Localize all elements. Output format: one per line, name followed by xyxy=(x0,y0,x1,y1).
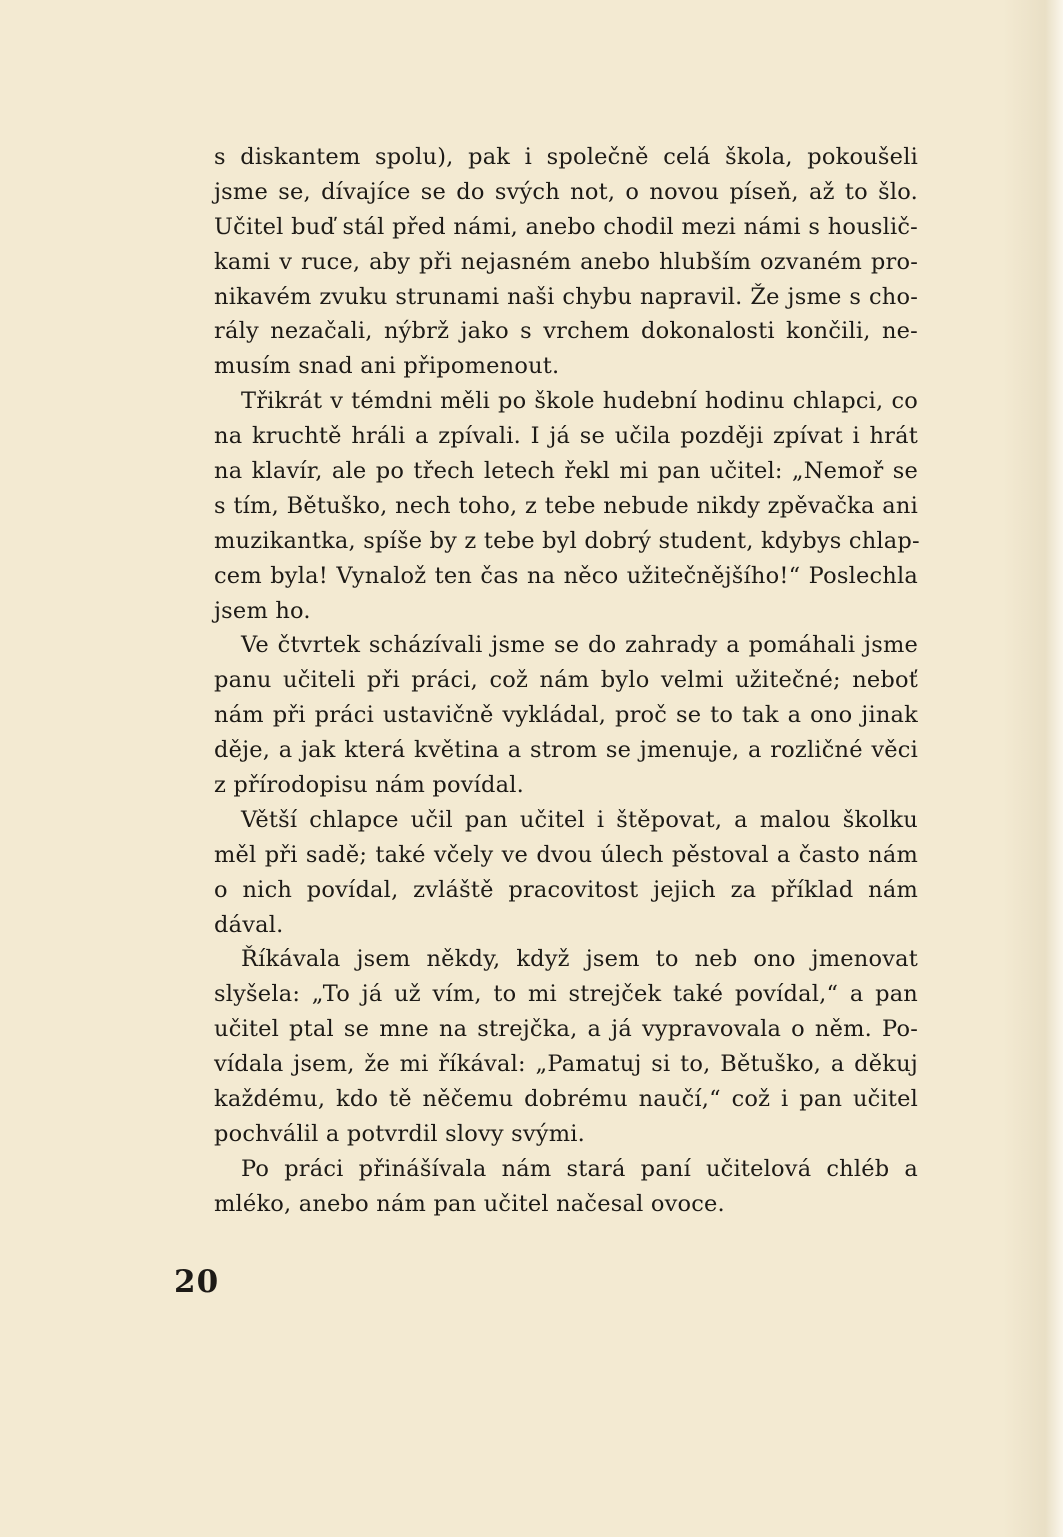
text-line: učitel ptal se mne na strejčka, a já vypravovala o něm. Po- xyxy=(214,1016,918,1043)
text-line: kami v ruce, aby při nejasném anebo hlubším ozvaném pro- xyxy=(214,248,918,275)
text-line: Třikrát v témdni měli po škole hudební hodinu chlapci, co xyxy=(241,388,918,415)
text-line: jsme se, dívajíce se do svých not, o novou píseň, až to šlo. xyxy=(214,178,918,205)
text-line: pochválil a potvrdil slovy svými. xyxy=(214,1120,585,1147)
text-line: cem byla! Vynalož ten čas na něco užitečnějšího!“ Poslechla xyxy=(214,562,918,589)
text-line: mléko, anebo nám pan učitel načesal ovoce. xyxy=(214,1190,725,1217)
text-line: Učitel buď stál před námi, anebo chodil mezi námi s houslič- xyxy=(214,213,918,240)
text-line: musím snad ani připomenout. xyxy=(214,353,560,380)
text-line: slyšela: „To já už vím, to mi strejček také povídal,“ a pan xyxy=(214,981,918,1008)
text-line: s diskantem spolu), pak i společně celá škola, pokoušeli xyxy=(214,144,918,170)
text-line: z přírodopisu nám povídal. xyxy=(214,772,525,799)
text-line: na klavír, ale po třech letech řekl mi pan učitel: „Nemoř se xyxy=(214,458,918,485)
text-line: Po práci přinášívala nám stará paní učitelová chléb a xyxy=(241,1155,918,1182)
text-line: rály nezačali, nýbrž jako s vrchem dokonalosti končili, ne- xyxy=(214,318,918,345)
text-line: nikavém zvuku strunami naši chybu napravil. Že jsme s cho- xyxy=(214,283,918,310)
text-line: vídala jsem, že mi říkával: „Pamatuj si to, Bětuško, a děkuj xyxy=(214,1051,918,1078)
text-line: s tím, Bětuško, nech toho, z tebe nebude nikdy zpěvačka ani xyxy=(214,492,918,519)
text-line: každému, kdo tě něčemu dobrému naučí,“ což i pan učitel xyxy=(214,1086,918,1113)
text-line: nám při práci ustavičně vykládal, proč se to tak a ono jinak xyxy=(214,702,918,729)
page-edge xyxy=(1003,0,1063,1537)
text-line: Větší chlapce učil pan učitel i štěpovat, a malou školku xyxy=(241,806,918,833)
text-line: na kruchtě hráli a zpívali. I já se učila později zpívat i hrát xyxy=(214,423,918,450)
text-line: dával. xyxy=(214,911,284,938)
text-line: děje, a jak která květina a strom se jmenuje, a rozličné věci xyxy=(214,737,918,764)
text-line: muzikantka, spíše by z tebe byl dobrý student, kdybys chlap- xyxy=(214,527,920,554)
page-number: 20 xyxy=(174,1264,220,1300)
body-text xyxy=(214,140,918,1222)
text-line: o nich povídal, zvláště pracovitost jejich za příklad nám xyxy=(214,876,918,903)
text-line: jsem ho. xyxy=(214,597,311,624)
text-line: panu učiteli při práci, což nám bylo velmi užitečné; neboť xyxy=(214,667,918,694)
text-line: měl při sadě; také včely ve dvou úlech pěstoval a často nám xyxy=(214,841,918,868)
text-line: Říkávala jsem někdy, když jsem to neb ono jmenovat xyxy=(241,946,918,973)
text-line: Ve čtvrtek scházívali jsme se do zahrady a pomáhali jsme xyxy=(241,632,918,659)
